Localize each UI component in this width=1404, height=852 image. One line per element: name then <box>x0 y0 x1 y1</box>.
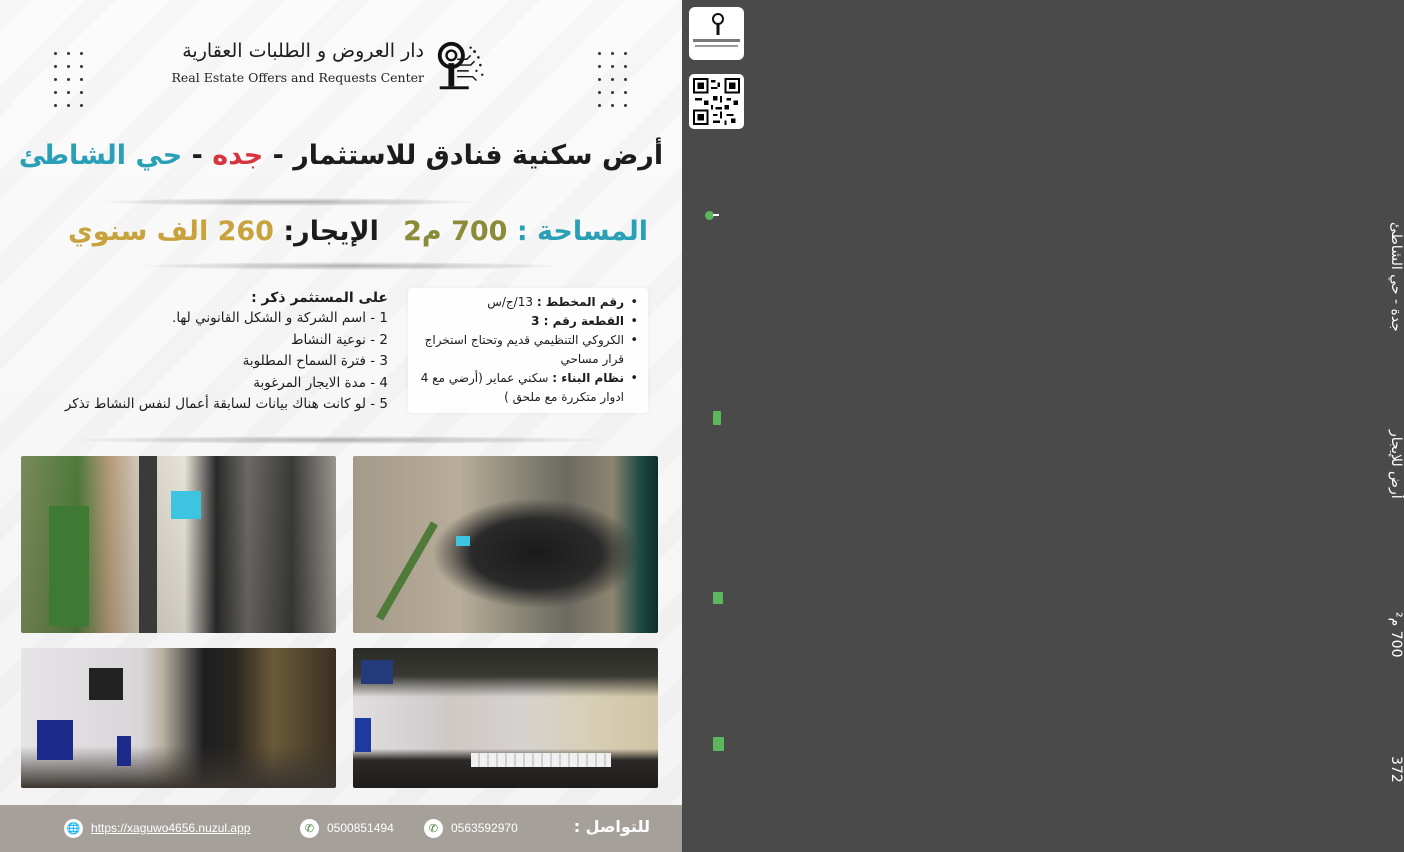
divider-shadow <box>140 262 560 270</box>
sidebar-listing-number: 372 <box>1388 756 1404 783</box>
requirement-item: 3 - فترة السماح المطلوبة <box>242 353 388 369</box>
area-resize-icon <box>713 592 723 604</box>
title-separator: - <box>182 140 213 171</box>
area-label: المساحة : <box>507 216 648 247</box>
listing-number-icon <box>713 737 724 751</box>
requirements-heading: على المستثمر ذكر : <box>251 290 388 306</box>
sidebar-location: جدة - حي الشاطئ <box>1388 222 1404 332</box>
listing-title <box>0 140 682 171</box>
phone-icon: ✆ <box>300 819 319 838</box>
photo-night-street-1 <box>21 648 336 788</box>
area-highlight <box>403 216 648 247</box>
contact-footer <box>0 805 682 852</box>
title-district: حي الشاطئ <box>18 140 183 171</box>
globe-icon: 🌐 <box>64 819 83 838</box>
requirement-item: 5 - لو كانت هناك بيانات لسابقة أعمال لنفس النشاط تذكر <box>64 396 388 412</box>
brand-name-arabic: دار العروض و الطلبات العقارية <box>182 40 424 62</box>
rent-value: 260 الف سنوي <box>68 216 274 247</box>
title-main: أرض سكنية فنادق للاستثمار - <box>263 140 664 171</box>
sidebar-listing-type: أرض للإيجار <box>1388 430 1404 499</box>
sidebar-area: 700 م² <box>1388 612 1404 658</box>
land-tag-icon <box>713 411 721 425</box>
circuit-key-logo-icon <box>711 13 725 37</box>
phone-contact-2[interactable] <box>300 817 394 839</box>
detail-plan-number: • رقم المخطط : 13/ج/س <box>414 293 638 312</box>
contact-label: للتواصل : <box>573 817 650 836</box>
website-contact[interactable] <box>64 817 250 839</box>
decorative-dots-right <box>598 52 629 107</box>
listing-sidebar <box>682 0 1404 852</box>
title-city: جده <box>212 140 264 171</box>
brand-name-english: Real Estate Offers and Requests Center <box>171 70 424 85</box>
divider-shadow <box>100 198 480 206</box>
requirement-item: 1 - اسم الشركة و الشكل القانوني لها. <box>172 310 388 326</box>
detail-building-system: • نظام البناء : سكني عماير (أرضي مع 4 ادوار متكررة مع ملحق ) <box>414 369 638 407</box>
divider-shadow <box>70 436 610 444</box>
qr-code[interactable] <box>689 74 744 129</box>
photo-night-street-2 <box>353 648 658 788</box>
requirement-item: 4 - مدة الايجار المرغوبة <box>253 374 388 391</box>
brand-header <box>171 38 500 98</box>
qr-code-icon <box>693 78 740 125</box>
brand-logo-thumbnail <box>689 7 744 60</box>
photo-aerial-district <box>353 456 658 633</box>
phone-contact-1[interactable] <box>424 817 518 839</box>
rent-label: الإيجار: <box>273 216 379 247</box>
phone-icon: ✆ <box>424 819 443 838</box>
listing-poster <box>0 0 682 852</box>
property-details-card <box>408 288 648 413</box>
detail-sketch-note: • الكروكي التنظيمي قديم وتحتاج استخراج قرار مساحي <box>414 331 638 369</box>
area-value: 700 م2 <box>403 216 508 247</box>
phone-number-2[interactable]: 0500851494 <box>327 821 394 835</box>
detail-plot-number: • القطعة رقم : 3 <box>414 312 638 331</box>
investor-requirements <box>14 288 388 416</box>
requirement-item: 2 - نوعية النشاط <box>290 331 388 348</box>
circuit-key-logo-icon <box>432 38 490 96</box>
phone-number-1[interactable]: 0563592970 <box>451 821 518 835</box>
photo-aerial-street <box>21 456 336 633</box>
location-pin-stick <box>713 214 719 216</box>
website-link[interactable]: https://xaguwo4656.nuzul.app <box>91 821 251 835</box>
decorative-dots-left <box>54 52 85 107</box>
rent-highlight <box>68 216 379 247</box>
